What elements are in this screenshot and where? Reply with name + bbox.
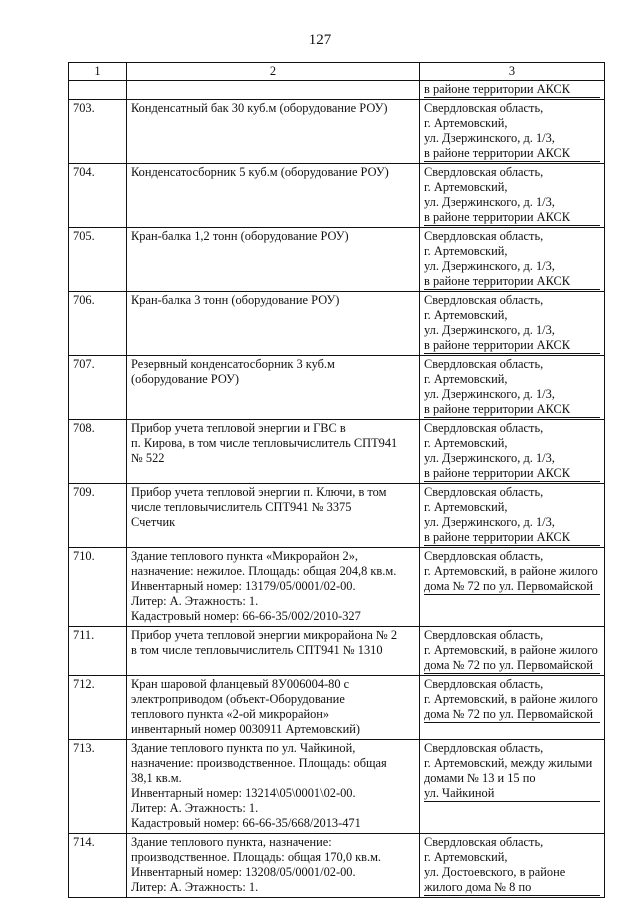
address-line: Свердловская область, (424, 421, 544, 435)
description-line: Кран-балка 3 тонн (оборудование РОУ) (131, 293, 340, 307)
address-line: ул. Дзержинского, д. 1/3, (424, 515, 555, 529)
address-line: г. Артемовский, (424, 500, 508, 514)
table-row (69, 164, 605, 228)
object-address (420, 627, 605, 676)
object-description (127, 292, 420, 356)
description-line: 38,1 кв.м. (131, 771, 182, 785)
property-registry-table (68, 62, 605, 898)
description-line: Прибор учета тепловой энергии и ГВС в (131, 421, 346, 435)
address-line: дома № 72 по ул. Первомайской (424, 658, 600, 674)
address-line: ул. Дзержинского, д. 1/3, (424, 451, 555, 465)
row-number: 712. (69, 676, 127, 740)
table-row (69, 228, 605, 292)
address-line: жилого дома № 8 по (424, 880, 600, 896)
description-line: Кадастровый номер: 66-66-35/002/2010-327 (131, 609, 361, 623)
object-description (127, 740, 420, 834)
page-number: 127 (308, 32, 332, 48)
row-number: 704. (69, 164, 127, 228)
address-line: в районе территории АКСК (424, 274, 600, 290)
object-description (127, 228, 420, 292)
address-line: ул. Достоевского, в районе (424, 865, 566, 879)
continuation-row (69, 81, 605, 100)
object-address (420, 834, 605, 898)
description-line: Литер: А. Этажность: 1. (131, 801, 259, 815)
table-row (69, 740, 605, 834)
column-header-number: 1 (69, 63, 127, 81)
object-address (420, 676, 605, 740)
address-line: Свердловская область, (424, 835, 544, 849)
table-row (69, 834, 605, 898)
address-line: дома № 72 по ул. Первомайской (424, 579, 600, 595)
address-line: в районе территории АКСК (424, 210, 600, 226)
row-number: 711. (69, 627, 127, 676)
address-line: Свердловская область, (424, 229, 544, 243)
row-number: 710. (69, 548, 127, 627)
object-description (127, 676, 420, 740)
address-line: в районе территории АКСК (424, 466, 600, 482)
address-line: в районе территории АКСК (424, 402, 600, 418)
object-description (127, 627, 420, 676)
row-number: 703. (69, 100, 127, 164)
address-line: г. Артемовский, в районе жилого (424, 692, 598, 706)
object-description (127, 548, 420, 627)
address-line: Свердловская область, (424, 549, 544, 563)
table-row (69, 100, 605, 164)
object-address (420, 740, 605, 834)
object-description (127, 484, 420, 548)
continuation-number (69, 81, 127, 100)
object-address (420, 484, 605, 548)
description-line: Инвентарный номер: 13214\05\0001\02-00. (131, 786, 356, 800)
continuation-address (420, 81, 605, 100)
description-line: Конденсатосборник 5 куб.м (оборудование РОУ) (131, 165, 389, 179)
object-address (420, 164, 605, 228)
description-line: Кран-балка 1,2 тонн (оборудование РОУ) (131, 229, 349, 243)
address-line: г. Артемовский, в районе жилого (424, 564, 598, 578)
description-line: Инвентарный номер: 13208/05/0001/02-00. (131, 865, 356, 879)
object-address (420, 228, 605, 292)
address-line: г. Артемовский, (424, 436, 508, 450)
table-body (69, 81, 605, 898)
description-line: Кран шаровой фланцевый 8У006004-80 с (131, 677, 350, 691)
address-line: домами № 13 и 15 по (424, 771, 536, 785)
description-line: Прибор учета тепловой энергии микрорайона № 2 (131, 628, 398, 642)
table-row (69, 676, 605, 740)
address-line: ул. Дзержинского, д. 1/3, (424, 131, 555, 145)
row-number: 706. (69, 292, 127, 356)
address-line: г. Артемовский, (424, 850, 508, 864)
address-line: г. Артемовский, (424, 244, 508, 258)
address-line: ул. Дзержинского, д. 1/3, (424, 323, 555, 337)
address-line: Свердловская область, (424, 165, 544, 179)
column-header-description: 2 (127, 63, 420, 81)
address-line: в районе территории АКСК (424, 82, 600, 98)
description-line: п. Кирова, в том числе тепловычислитель СПТ941 (131, 436, 398, 450)
description-line: Инвентарный номер: 13179/05/0001/02-00. (131, 579, 356, 593)
address-line: г. Артемовский, (424, 180, 508, 194)
address-line: Свердловская область, (424, 357, 544, 371)
row-number: 707. (69, 356, 127, 420)
table-row (69, 420, 605, 484)
object-description (127, 164, 420, 228)
address-line: в районе территории АКСК (424, 530, 600, 546)
row-number: 714. (69, 834, 127, 898)
description-line: числе тепловычислитель СПТ941 № 3375 (131, 500, 352, 514)
address-line: Свердловская область, (424, 628, 544, 642)
address-line: г. Артемовский, (424, 308, 508, 322)
description-line: производственное. Площадь: общая 170,0 кв.м. (131, 850, 382, 864)
continuation-description (127, 81, 420, 100)
address-line: Свердловская область, (424, 485, 544, 499)
row-number: 709. (69, 484, 127, 548)
column-header-address: 3 (420, 63, 605, 81)
object-address (420, 548, 605, 627)
address-line: г. Артемовский, в районе жилого (424, 643, 598, 657)
object-description (127, 356, 420, 420)
address-line: в районе территории АКСК (424, 338, 600, 354)
object-description (127, 100, 420, 164)
table-header-row (69, 63, 605, 81)
description-line: (оборудование РОУ) (131, 372, 240, 386)
object-address (420, 356, 605, 420)
object-address (420, 100, 605, 164)
description-line: Здание теплового пункта, назначение: (131, 835, 332, 849)
table-row (69, 627, 605, 676)
description-line: электроприводом (объект-Оборудование (131, 692, 345, 706)
address-line: ул. Дзержинского, д. 1/3, (424, 259, 555, 273)
description-line: Здание теплового пункта «Микрорайон 2», (131, 549, 358, 563)
description-line: назначение: нежилое. Площадь: общая 204,8 кв.м. (131, 564, 397, 578)
description-line: № 522 (131, 451, 165, 465)
row-number: 713. (69, 740, 127, 834)
address-line: ул. Дзержинского, д. 1/3, (424, 387, 555, 401)
address-line: Свердловская область, (424, 101, 544, 115)
table-row (69, 292, 605, 356)
address-line: дома № 72 по ул. Первомайской (424, 707, 600, 723)
description-line: Здание теплового пункта по ул. Чайкиной, (131, 741, 356, 755)
address-line: г. Артемовский, между жилыми (424, 756, 593, 770)
address-line: в районе территории АКСК (424, 146, 600, 162)
description-line: Литер: А. Этажность: 1. (131, 594, 259, 608)
row-number: 708. (69, 420, 127, 484)
description-line: Литер: А. Этажность: 1. (131, 880, 259, 894)
description-line: Кадастровый номер: 66-66-35/668/2013-471 (131, 816, 361, 830)
address-line: Свердловская область, (424, 293, 544, 307)
object-description (127, 420, 420, 484)
description-line: в том числе тепловычислитель СПТ941 № 1310 (131, 643, 383, 657)
address-line: Свердловская область, (424, 741, 544, 755)
address-line: ул. Чайкиной (424, 786, 600, 802)
address-line: Свердловская область, (424, 677, 544, 691)
description-line: Прибор учета тепловой энергии п. Ключи, в том (131, 485, 387, 499)
table-row (69, 484, 605, 548)
object-description (127, 834, 420, 898)
object-address (420, 420, 605, 484)
description-line: теплового пункта «2-ой микрорайон» (131, 707, 330, 721)
description-line: инвентарный номер 0030911 Артемовский) (131, 722, 360, 736)
table-row (69, 548, 605, 627)
address-line: г. Артемовский, (424, 372, 508, 386)
row-number: 705. (69, 228, 127, 292)
address-line: ул. Дзержинского, д. 1/3, (424, 195, 555, 209)
object-address (420, 292, 605, 356)
description-line: Счетчик (131, 515, 176, 529)
description-line: Конденсатный бак 30 куб.м (оборудование РОУ) (131, 101, 388, 115)
table-row (69, 356, 605, 420)
description-line: назначение: производственное. Площадь: общая (131, 756, 387, 770)
description-line: Резервный конденсатосборник 3 куб.м (131, 357, 335, 371)
address-line: г. Артемовский, (424, 116, 508, 130)
